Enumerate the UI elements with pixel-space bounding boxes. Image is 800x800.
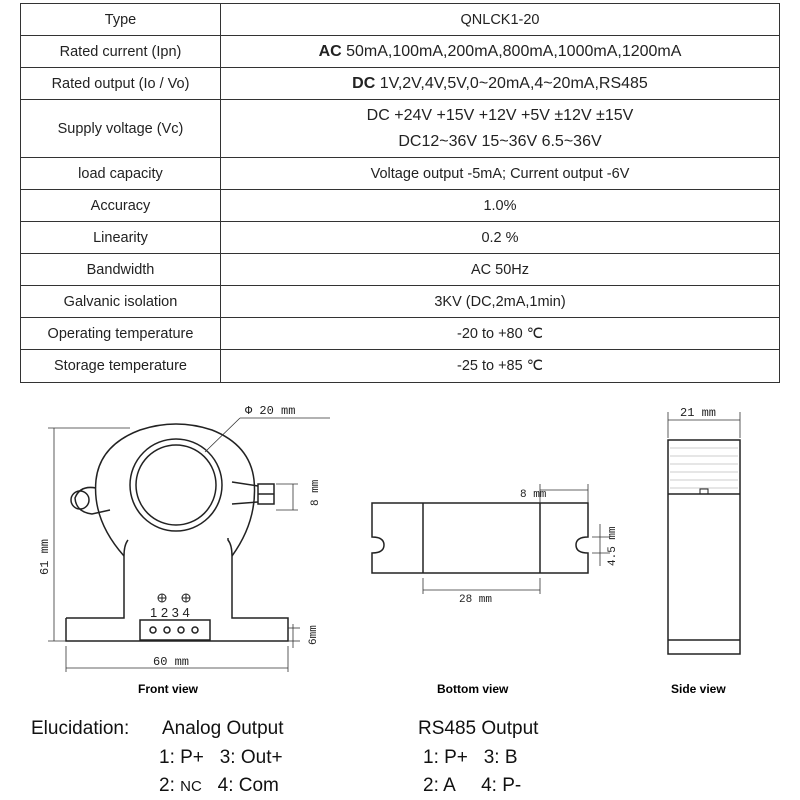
- spec-value: QNLCK1-20: [221, 4, 780, 36]
- front-dim-height: 61 mm: [38, 538, 52, 575]
- front-dim-6: 6mm: [308, 625, 320, 645]
- bottom-dim-28: 28 mm: [459, 594, 493, 606]
- analog-line2-a: 2:: [159, 775, 181, 796]
- spec-row: [21, 36, 780, 68]
- rs485-line2-text: 2: A 4: P-: [423, 775, 522, 796]
- pin-numbers: 1 2 3 4: [150, 605, 190, 620]
- analog-line2-b: 4: Com: [201, 775, 279, 796]
- spec-label: Storage temperature: [21, 350, 221, 383]
- spec-label: Operating temperature: [21, 318, 221, 350]
- spec-label: Bandwidth: [21, 254, 221, 286]
- spec-value: [221, 100, 780, 158]
- spec-value: 1.0%: [221, 190, 780, 222]
- spec-value-prefix: AC: [318, 42, 342, 60]
- bottom-view-drawing: [372, 503, 588, 573]
- spec-label: Linearity: [21, 222, 221, 254]
- spec-value-line1: DC +24V +15V +12V +5V ±12V ±15V: [366, 106, 634, 124]
- spec-row: [21, 158, 780, 190]
- spec-label: Rated output (Io / Vo): [21, 68, 221, 100]
- spec-row: [21, 190, 780, 222]
- spec-table: [20, 3, 780, 383]
- front-view-caption: Front view: [138, 682, 199, 696]
- bottom-view-dimensions: [423, 484, 610, 594]
- spec-row: [21, 222, 780, 254]
- bottom-dim-45: 4.5 mm: [607, 526, 619, 566]
- spec-row: [21, 68, 780, 100]
- spec-label: Accuracy: [21, 190, 221, 222]
- rs485-output-title: RS485 Output: [418, 718, 539, 739]
- rs485-output-line2: [423, 775, 521, 797]
- spec-value: -25 to +85 ℃: [221, 350, 780, 383]
- rs485-line1-text: 1: P+ 3: B: [423, 747, 518, 768]
- side-view-caption: Side view: [671, 682, 726, 696]
- spec-row: [21, 254, 780, 286]
- front-dim-diameter: Φ 20 mm: [245, 404, 296, 418]
- spec-value-prefix: DC: [352, 74, 376, 92]
- analog-output-line2: [159, 775, 279, 797]
- spec-label: Galvanic isolation: [21, 286, 221, 318]
- side-view-hatch: [670, 448, 738, 488]
- spec-value-line2: DC12~36V 15~36V 6.5~36V: [398, 132, 602, 150]
- spec-value-text: 50mA,100mA,200mA,800mA,1000mA,1200mA: [341, 42, 682, 60]
- spec-value: [221, 36, 780, 68]
- spec-value: -20 to +80 ℃: [221, 318, 780, 350]
- analog-line2-nc: NC: [180, 778, 202, 795]
- bottom-dim-8: 8 mm: [520, 489, 547, 501]
- spec-value: 3KV (DC,2mA,1min): [221, 286, 780, 318]
- analog-line1-text: 1: P+ 3: Out+: [159, 747, 283, 768]
- spec-value: Voltage output -5mA; Current output -6V: [221, 158, 780, 190]
- spec-value: AC 50Hz: [221, 254, 780, 286]
- spec-label: Supply voltage (Vc): [21, 100, 221, 158]
- rs485-output-line1: [423, 747, 518, 769]
- bottom-view-caption: Bottom view: [437, 682, 509, 696]
- spec-label: Type: [21, 4, 221, 36]
- spec-label: load capacity: [21, 158, 221, 190]
- technical-drawings: [0, 390, 800, 710]
- side-dim-21: 21 mm: [680, 406, 717, 420]
- spec-row: [21, 4, 780, 36]
- spec-row: [21, 318, 780, 350]
- front-dim-width: 60 mm: [153, 655, 190, 669]
- spec-label: Rated current (Ipn): [21, 36, 221, 68]
- legend-title: Elucidation:: [31, 718, 130, 739]
- spec-row: [21, 100, 780, 158]
- spec-row: [21, 286, 780, 318]
- analog-output-title: Analog Output: [162, 718, 284, 739]
- analog-output-line1: [159, 747, 283, 769]
- spec-value: 0.2 %: [221, 222, 780, 254]
- front-dim-8: 8 mm: [310, 479, 322, 506]
- spec-value-text: 1V,2V,4V,5V,0~20mA,4~20mA,RS485: [375, 74, 648, 92]
- spec-row: [21, 350, 780, 383]
- spec-value: [221, 68, 780, 100]
